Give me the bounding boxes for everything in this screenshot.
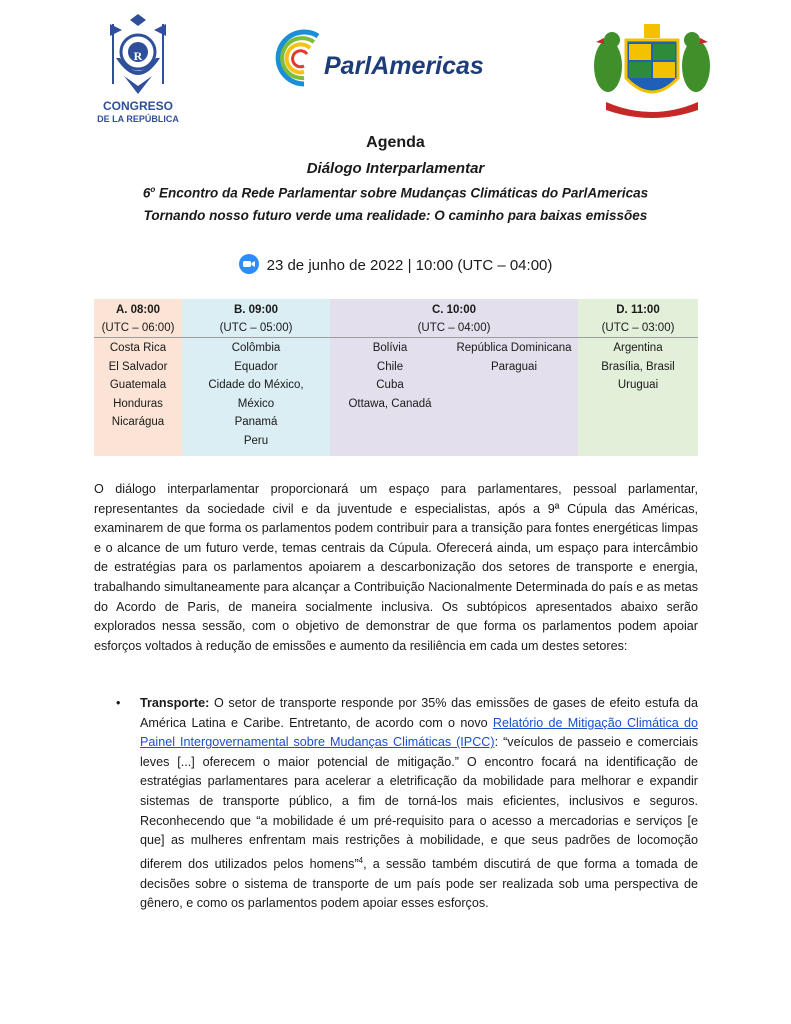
parlamericas-logo	[274, 28, 504, 92]
parlamericas-swirl-icon	[274, 28, 504, 92]
bullet-item-transporte	[118, 694, 698, 914]
place: Uruguai	[617, 379, 659, 391]
place: Peru	[243, 434, 269, 447]
place: Chile	[376, 360, 404, 373]
timezone-column-d	[578, 299, 698, 456]
place: Cidade do México,	[208, 379, 304, 391]
meeting-number: 6	[142, 185, 151, 201]
place: Colômbia	[231, 342, 281, 354]
place: República Dominicana	[456, 342, 572, 354]
place: Costa Rica	[109, 342, 167, 354]
timezone-utc: (UTC – 03:00)	[601, 322, 675, 334]
timezone-utc: (UTC – 05:00)	[219, 322, 293, 334]
bullet-icon: •	[116, 696, 121, 710]
svg-text:R: R	[133, 49, 143, 63]
dialogue-subtitle: Diálogo Interparlamentar	[306, 160, 485, 177]
place: Panamá	[234, 416, 278, 428]
coat-of-arms-logo	[586, 22, 718, 118]
timezone-column-a	[94, 299, 182, 456]
meeting-heading	[0, 185, 791, 201]
congreso-logo	[96, 14, 180, 124]
footnote-marker: 4	[358, 855, 364, 865]
place: Bolívia	[372, 342, 408, 354]
congreso-line1: CONGRESO	[102, 99, 174, 113]
timezone-time: D. 11:00	[616, 304, 660, 316]
place: Honduras	[113, 397, 163, 410]
theme-heading: Tornando nosso futuro verde uma realidade: O caminho para baixas emissões	[143, 208, 648, 223]
parlamericas-wordmark: ParlAmericas	[324, 52, 484, 80]
ipcc-report-link[interactable]: Relatório de Mitigação Climática do Painel Intergovernamental sobre Mudanças Climáticas (IPCC)	[140, 715, 699, 750]
agenda-title: Agenda	[366, 134, 425, 151]
place: Argentina	[613, 342, 663, 354]
bullet-text	[140, 694, 698, 914]
place: El Salvador	[108, 360, 168, 373]
timezone-column-c	[330, 299, 578, 456]
place: Guatemala	[109, 379, 167, 391]
intro-paragraph: O diálogo interparlamentar proporcionará um espaço para parlamentares, pessoal parlamentar, representantes da sociedade civil e da juventude e especialistas, após a 9ª Cúpula das Américas, examinarem de que forma os parlamentos podem contribuir para a transição para fontes energéticas limpas e o alcance de um futuro verde, temas centrais da Cúpula. Oferecerá ainda, um espaço para intercâmbio de estratégias para os parlamentos apoiarem a descarbonização dos setores de transporte e energia, trabalhando simultaneamente para alcançar a Contribuição Nacionalmente Determinada do país e as metas do Acordo de Paris, de maneira socialmente inclusiva. Os subtópicos apresentados abaixo serão explorados nessa sessão, com o objetivo de demonstrar de que forma os parlamentos podem apoiar esforços voltados à redução de emissões e aumento da resiliência em cada um destes setores:	[94, 482, 698, 653]
congreso-line2: DE LA REPÚBLICA	[97, 114, 179, 124]
place: Equador	[234, 360, 278, 373]
meeting-name: Encontro da Rede Parlamentar sobre Mudanças Climáticas do ParlAmericas	[155, 185, 649, 201]
coat-of-arms-icon	[586, 22, 718, 118]
timezone-column-b	[182, 299, 330, 456]
place: Ottawa, Canadá	[348, 397, 432, 410]
meeting-ordinal: o	[150, 185, 156, 194]
bullet-text-part-3: , a sessão também discutirá de que forma a tomada de decisões sobre o sistema de transporte de um país pode ser realizada sob uma perspectiva de gênero, e como os parlamentos podem apoiar esses esforços.	[140, 856, 698, 911]
timezone-c-list-2	[450, 339, 578, 376]
event-date: 23 de junho de 2022 | 10:00 (UTC – 04:00)	[266, 256, 553, 274]
timezone-time: B. 09:00	[233, 304, 279, 316]
place: Paraguai	[490, 360, 538, 373]
timezone-time: A. 08:00	[115, 304, 161, 316]
place: Nicarágua	[111, 416, 165, 428]
timezone-table	[94, 299, 698, 456]
congreso-emblem-icon	[96, 14, 180, 124]
timezone-utc: (UTC – 06:00)	[101, 322, 175, 334]
place: México	[237, 397, 275, 410]
place: Brasília, Brasil	[601, 360, 675, 373]
bullet-text-part-1: O setor de transporte responde por 35% das emissões de gases de efeito estufa da América Latina e Caribe. Entretanto, de acordo com o novo	[140, 696, 698, 730]
place: Cuba	[376, 379, 404, 391]
timezone-utc: (UTC – 04:00)	[417, 322, 491, 334]
video-camera-icon	[239, 254, 259, 278]
timezone-c-list-1	[330, 339, 450, 413]
table-header-divider	[94, 337, 698, 338]
bullet-label: Transporte:	[140, 696, 210, 710]
timezone-time: C. 10:00	[431, 304, 477, 316]
bullet-text-part-2: : “veículos de passeio e comerciais leves [...] oferecem o maior potencial de mitigação.” O encontro focará na identificação de estratégias parlamentares para acelerar a eletrificação da mobilidade para melhorar e expandir sistemas de transporte público, a fim de torná-los mais eficientes, inclusivos e seguros. Reconhecendo que “a mobilidade é um pré-requisito para o acesso a mercadorias e serviços [e que] as mulheres enfrentam mais restrições à mobilidade, e que seus padrões de locomoção diferem dos utilizados pelos homens”	[140, 735, 698, 871]
event-date-row	[0, 254, 791, 278]
